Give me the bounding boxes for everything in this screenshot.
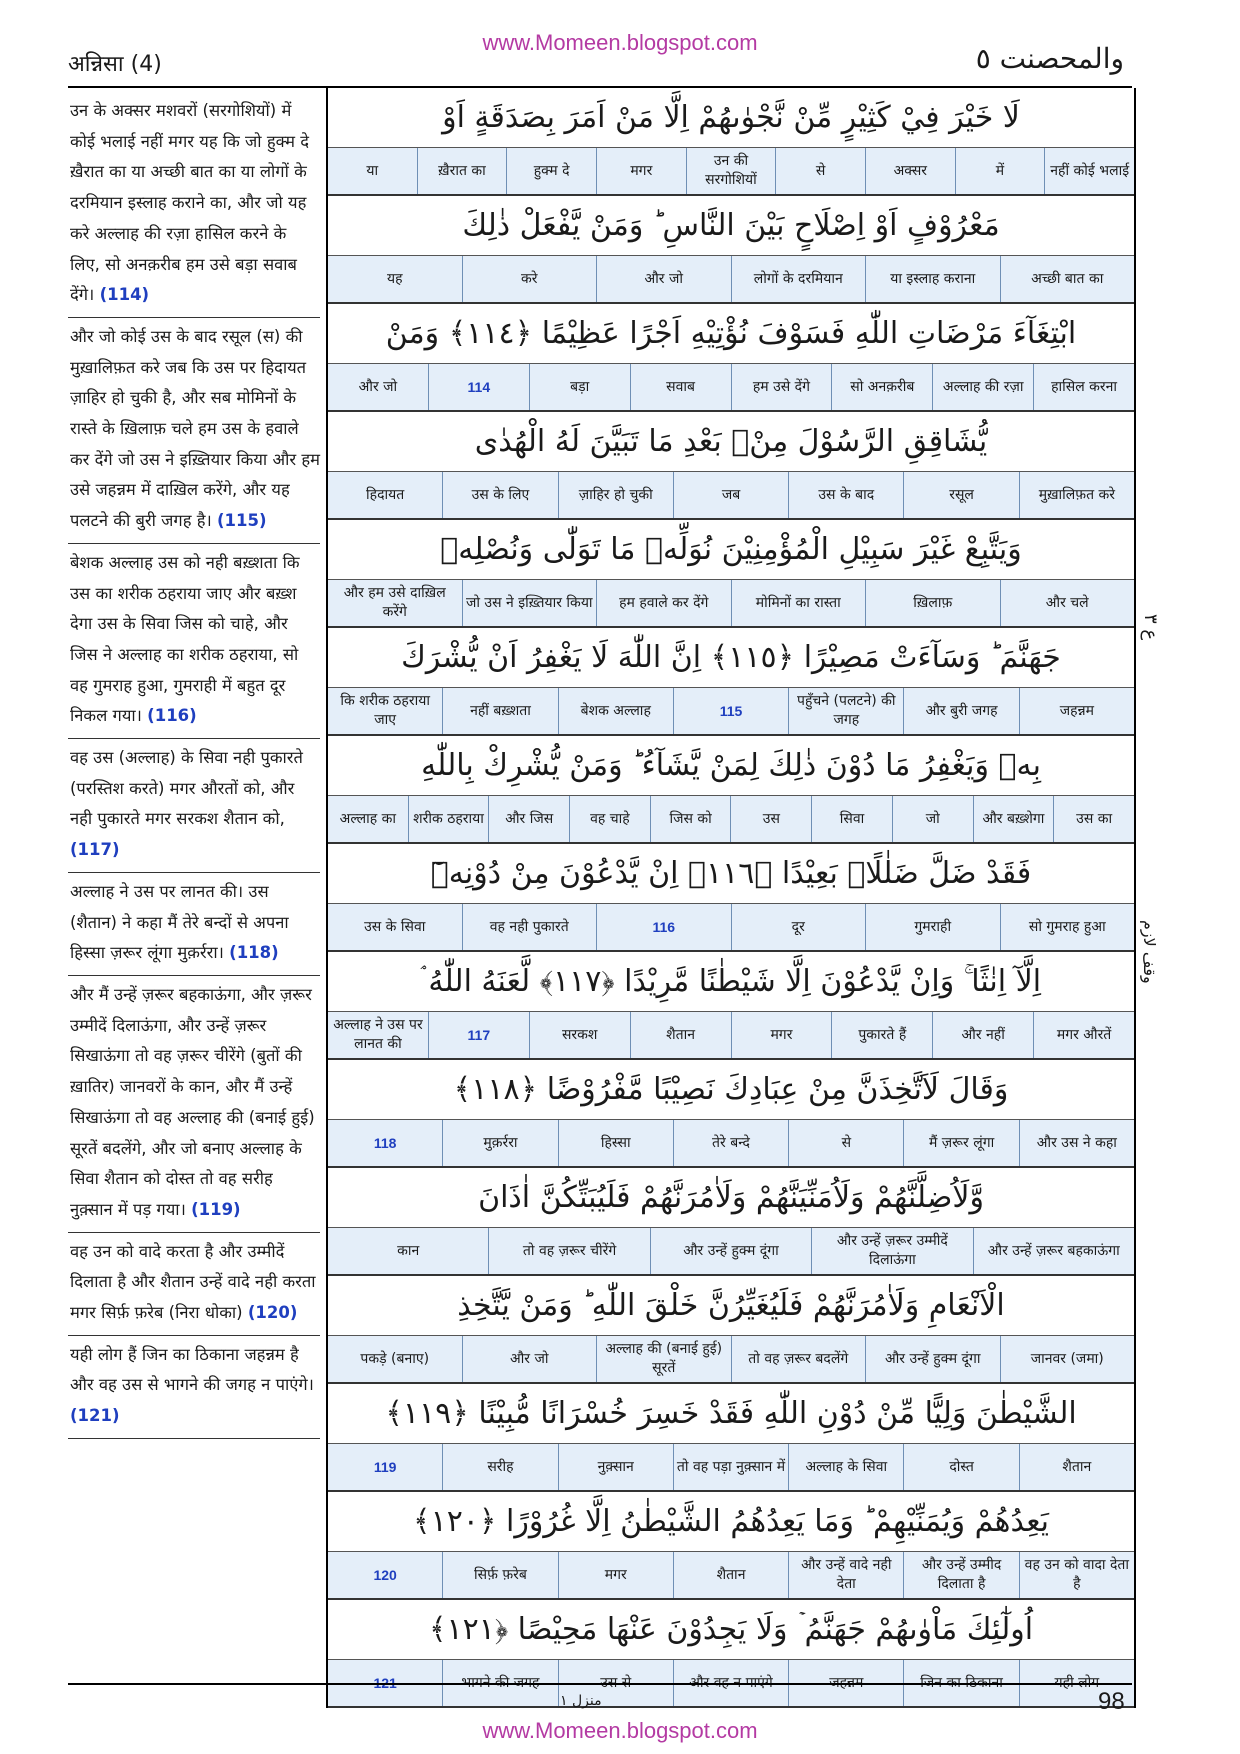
site-url-footer[interactable]: www.Momeen.blogspot.com <box>482 1718 758 1743</box>
word-meaning-cell: सो अनक़रीब <box>831 364 932 410</box>
word-meaning-cell: सवाब <box>630 364 731 410</box>
word-meaning-cell: ज़ाहिर हो चुकी <box>558 472 673 518</box>
word-meaning-cell: उस के बाद <box>788 472 903 518</box>
surah-name-header: अन्निसा (4) <box>68 52 162 77</box>
arabic-verse-line: الْاَنْعَامِ وَلَاٰمُرَنَّهُمْ فَلَيُغَيِّرُنَّ خَلْقَ اللّٰهِ ؕ وَمَنْ يَّتَّخِذِ <box>328 1276 1134 1336</box>
word-meaning-row <box>328 1012 1134 1060</box>
translation-text: उन के अक्सर मशवरों (सरगोशियों) में कोई भलाई नहीं मगर यह कि जो हुक्म दे ख़ैरात का या अच्छी बात का या लोगों के दरमियान इस्लाह कराने का, और जो यह करे अल्लाह की रज़ा हासिल करने के लिए, सो अनक़रीब हम उसे बड़ा सवाब देंगे। <box>70 101 309 305</box>
translation-text: बेशक अल्लाह उस को नही बख़्शता कि उस का शरीक ठहराया जाए और बख़्श देगा उस के सिवा जिस को चाहे, और जिस ने अल्लाह का शरीक ठहराया, सो वह गुमराह हुआ, गुमराही में बहुत दूर निकल गया। <box>70 552 300 726</box>
arabic-verse-line: الشَّيْطٰنَ وَلِيًّا مِّنْ دُوْنِ اللّٰهِ فَقَدْ خَسِرَ خُسْرَانًا مُّبِيْنًا ﴿١١٩﴾ <box>328 1384 1134 1444</box>
translation-paragraph <box>68 739 320 873</box>
word-meaning-cell: 118 <box>373 1134 397 1151</box>
word-meaning-cell: पकड़े (बनाए) <box>360 1350 430 1367</box>
word-meaning-cell: और नहीं <box>932 1012 1033 1058</box>
word-meaning-row <box>328 1120 1134 1168</box>
word-meaning-row <box>328 1552 1134 1600</box>
word-meaning-cell: मगर <box>731 1012 832 1058</box>
verse-number: (117) <box>70 840 120 860</box>
word-meaning-cell: जो <box>892 796 973 842</box>
arabic-verse-line: اِلَّآ اِنٰثًا ۚ وَاِنْ يَّدْعُوْنَ اِلَّا شَيْطٰنًا مَّرِيْدًا ﴿١١٧﴾ لَّعَنَهُ اللّٰهُ ۘ <box>328 952 1134 1012</box>
word-meaning-cell: और उन्हें हुक्म दूंगा <box>865 1336 1000 1382</box>
word-meaning-cell: बड़ा <box>529 364 630 410</box>
word-meaning-cell: पहुँचने (पलटने) की जगह <box>788 688 903 734</box>
word-meaning-cell: सिर्फ़ फ़रेब <box>442 1552 557 1598</box>
word-meaning-cell: तेरे बन्दे <box>673 1120 788 1166</box>
word-meaning-cell: शैतान <box>1019 1444 1134 1490</box>
word-meaning-cell: पुकारते हैं <box>831 1012 932 1058</box>
word-meaning-cell: और जो <box>462 1336 597 1382</box>
word-meaning-row <box>328 256 1134 304</box>
word-meaning-cell: शरीक ठहराया <box>408 796 489 842</box>
word-meaning-cell: नुक़्सान <box>558 1444 673 1490</box>
word-meaning-row <box>328 904 1134 952</box>
word-meaning-cell: अक्सर <box>865 148 955 194</box>
arabic-verse-line: يَعِدُهُمْ وَيُمَنِّيْهِمْ ؕ وَمَا يَعِدُهُمُ الشَّيْطٰنُ اِلَّا غُرُوْرًا ﴿١٢٠﴾ <box>328 1492 1134 1552</box>
arabic-verse-line: ابْتِغَآءَ مَرْضَاتِ اللّٰهِ فَسَوْفَ نُؤْتِيْهِ اَجْرًا عَظِيْمًا ﴿١١٤﴾ وَمَنْ <box>328 304 1134 364</box>
word-meaning-cell: सरीह <box>442 1444 557 1490</box>
word-meaning-cell: कान <box>397 1242 420 1259</box>
word-meaning-cell: नहीं कोई भलाई <box>1044 148 1134 194</box>
verse-number: (114) <box>99 285 150 305</box>
translation-text: अल्लाह ने उस पर लानत की। उस (शैतान) ने कहा मैं तेरे बन्दों से अपना हिस्सा ज़रूर लूंगा मुक़र्ररा। <box>70 881 289 963</box>
word-meaning-cell: गुमराही <box>865 904 1000 950</box>
arabic-verse-line: لَا خَيْرَ فِيْ كَثِيْرٍ مِّنْ نَّجْوٰىهُمْ اِلَّا مَنْ اَمَرَ بِصَدَقَةٍ اَوْ <box>328 88 1134 148</box>
word-meaning-cell: और बुरी जगह <box>903 688 1018 734</box>
word-meaning-cell: बेशक अल्लाह <box>558 688 673 734</box>
word-meaning-cell: या <box>366 162 379 179</box>
manzil-label: منزل ١ <box>560 1693 602 1709</box>
word-meaning-row <box>328 1228 1134 1276</box>
arabic-verse-line: مَعْرُوْفٍ اَوْ اِصْلَاحٍ بَيْنَ النَّاسِ ؕ وَمَنْ يَّفْعَلْ ذٰلِكَ <box>328 196 1134 256</box>
word-meaning-cell: शैतान <box>673 1552 788 1598</box>
word-meaning-cell: ख़िलाफ़ <box>865 580 1000 626</box>
word-meaning-cell: या इस्लाह कराना <box>865 256 1000 302</box>
word-meaning-cell: मगर <box>596 148 686 194</box>
word-meaning-cell: हम उसे देंगे <box>731 364 832 410</box>
word-meaning-cell: और जो <box>596 256 731 302</box>
word-meaning-cell: मुख़ालिफ़त करे <box>1019 472 1134 518</box>
arabic-verse-line: وَّلَاُضِلَّنَّهُمْ وَلَاُمَنِّيَنَّهُمْ وَلَاٰمُرَنَّهُمْ فَلَيُبَتِّكُنَّ اٰذَانَ <box>328 1168 1134 1228</box>
word-meaning-cell: हुक्म दे <box>506 148 596 194</box>
arabic-verse-line: يُّشَاقِقِ الرَّسُوْلَ مِنْۢ بَعْدِ مَا تَبَيَّنَ لَهُ الْهُدٰى <box>328 412 1134 472</box>
word-meaning-row <box>328 1336 1134 1384</box>
word-meaning-cell: और उस ने कहा <box>1019 1120 1134 1166</box>
word-meaning-cell: मैं ज़रूर लूंगा <box>903 1120 1018 1166</box>
word-meaning-cell: उस का <box>1053 796 1134 842</box>
arabic-verse-line: وَقَالَ لَاَتَّخِذَنَّ مِنْ عِبَادِكَ نَصِيْبًا مَّفْرُوْضًا ﴿١١٨﴾ <box>328 1060 1134 1120</box>
juz-name-header: والمحصنت ٥ <box>975 42 1124 75</box>
word-meaning-cell: तो वह ज़रूर चीरेंगे <box>488 1228 649 1274</box>
word-meaning-cell: करे <box>462 256 597 302</box>
word-meaning-cell: सिवा <box>811 796 892 842</box>
word-meaning-cell: हम हवाले कर देंगे <box>596 580 731 626</box>
word-meaning-cell: और जिस <box>488 796 569 842</box>
translation-paragraph <box>68 544 320 739</box>
word-meaning-cell: लोगों के दरमियान <box>731 256 866 302</box>
word-meaning-cell: उस <box>730 796 811 842</box>
translation-paragraph <box>68 318 320 544</box>
word-meaning-cell: उस के सिवा <box>364 918 426 935</box>
word-meaning-cell: सरकश <box>529 1012 630 1058</box>
word-meaning-cell: मुक़र्ररा <box>442 1120 557 1166</box>
word-meaning-row <box>328 1444 1134 1492</box>
word-meaning-cell: तो वह ज़रूर बदलेंगे <box>731 1336 866 1382</box>
word-meaning-cell: 120 <box>373 1566 397 1583</box>
arabic-verse-line: وَيَتَّبِعْ غَيْرَ سَبِيْلِ الْمُؤْمِنِيْنَ نُوَلِّهٖ مَا تَوَلّٰى وَنُصْلِهٖ <box>328 520 1134 580</box>
word-by-word-panel <box>326 88 1136 1708</box>
word-meaning-cell: से <box>788 1120 903 1166</box>
word-meaning-cell: सो गुमराह हुआ <box>1000 904 1135 950</box>
verse-number: (115) <box>216 511 267 531</box>
arabic-verse-line: بِهٖ وَيَغْفِرُ مَا دُوْنَ ذٰلِكَ لِمَنْ يَّشَآءُ ؕ وَمَنْ يُّشْرِكْ بِاللّٰهِ <box>328 736 1134 796</box>
word-meaning-cell: जानवर (जमा) <box>1000 1336 1135 1382</box>
word-meaning-cell: मगर औरतें <box>1033 1012 1134 1058</box>
word-meaning-row <box>328 580 1134 628</box>
word-meaning-cell: जिस को <box>650 796 731 842</box>
word-meaning-cell: जहन्नम <box>1019 688 1134 734</box>
verse-number: (120) <box>247 1303 298 1323</box>
word-meaning-cell: और उन्हें उम्मीद दिलाता है <box>903 1552 1018 1598</box>
verse-number: (121) <box>70 1406 120 1426</box>
word-meaning-cell: और बख़्शेगा <box>973 796 1054 842</box>
word-meaning-cell: उस के लिए <box>442 472 557 518</box>
word-meaning-cell: अल्लाह के सिवा <box>788 1444 903 1490</box>
footer-rule <box>68 1683 1132 1685</box>
word-meaning-cell: हिदायत <box>366 486 405 503</box>
word-meaning-row <box>328 688 1134 736</box>
word-meaning-row <box>328 472 1134 520</box>
translation-text: वह उन को वादे करता है और उम्मीदें दिलाता है और शैतान उन्हें वादे नही करता मगर सिर्फ़ फ़रेब (निरा धोका) <box>70 1241 316 1323</box>
word-meaning-cell: कि शरीक ठहराया जाए <box>340 693 430 728</box>
word-meaning-row <box>328 796 1134 844</box>
verse-number: (118) <box>229 943 279 963</box>
word-meaning-cell: 117 <box>428 1012 529 1058</box>
word-meaning-cell: और उन्हें ज़रूर बहकाऊंगा <box>973 1228 1134 1274</box>
word-meaning-cell: वह उन को वादा देता है <box>1019 1552 1134 1598</box>
translation-text: वह उस (अल्लाह) के सिवा नही पुकारते (परस्तिश करते) मगर औरतों को, और नही पुकारते मगर सरकश शैतान को, <box>70 748 303 829</box>
translation-paragraph <box>68 92 320 318</box>
arabic-verse-line: فَقَدْ ضَلَّ ضَلٰلًاۢ بَعِيْدًا ﴿١١٦﴾ اِنْ يَّدْعُوْنَ مِنْ دُوْنِهٖٓ <box>328 844 1134 904</box>
word-meaning-cell: और चले <box>1000 580 1135 626</box>
verse-number: (119) <box>191 1199 241 1219</box>
translation-paragraph <box>68 873 320 976</box>
word-meaning-cell: तो वह पड़ा नुक़्सान में <box>673 1444 788 1490</box>
word-meaning-cell: अल्लाह का <box>339 810 397 827</box>
site-url-header[interactable]: www.Momeen.blogspot.com <box>482 30 758 55</box>
word-meaning-cell: ख़ैरात का <box>417 148 507 194</box>
translation-paragraph <box>68 1233 320 1336</box>
word-meaning-cell: अच्छी बात का <box>1000 256 1135 302</box>
word-meaning-cell: रसूल <box>903 472 1018 518</box>
word-meaning-cell: दोस्त <box>903 1444 1018 1490</box>
word-meaning-cell: अल्लाह ने उस पर लानत की <box>333 1017 423 1052</box>
word-meaning-row <box>328 148 1134 196</box>
translation-text: यही लोग हैं जिन का ठिकाना जहन्नम है और वह उस से भागने की जगह न पाएंगे। <box>70 1344 314 1395</box>
translation-text: और मैं उन्हें ज़रूर बहकाऊंगा, और ज़रूर उम्मीदें दिलाऊंगा, और उन्हें ज़रूर सिखाऊंगा तो वह ज़रूर चीरेंगे (बुतों की ख़ातिर) जानवरों के कान, और मैं उन्हें सिखाऊंगा तो वह अल्लाह की (बनाई हुई) सूरतें बदलेंगे, और जो बनाए अल्लाह के सिवा शैतान को दोस्त तो वह सरीह नुक़्सान में पड़ गया। <box>70 984 315 1219</box>
word-meaning-cell: हिस्सा <box>558 1120 673 1166</box>
word-meaning-cell: शैतान <box>630 1012 731 1058</box>
word-meaning-cell: यह <box>386 270 403 287</box>
word-meaning-row <box>328 364 1134 412</box>
word-meaning-cell: मोमिनों का रास्ता <box>731 580 866 626</box>
word-meaning-cell: मगर <box>558 1552 673 1598</box>
word-meaning-cell: वह चाहे <box>569 796 650 842</box>
word-meaning-cell: में <box>955 148 1045 194</box>
arabic-verse-line: اُولٰٓئِكَ مَاْوٰىهُمْ جَهَنَّمُ ۡ وَلَا يَجِدُوْنَ عَنْهَا مَحِيْصًا ﴿١٢١﴾ <box>328 1600 1134 1660</box>
translation-paragraph <box>68 1336 320 1439</box>
word-meaning-cell: वह नही पुकारते <box>462 904 597 950</box>
word-meaning-cell: 115 <box>673 688 788 734</box>
translation-column <box>68 92 320 1439</box>
translation-paragraph <box>68 976 320 1233</box>
waqf-marker: وقف لازم <box>1140 920 1159 984</box>
word-meaning-cell: अल्लाह की (बनाई हुई) सूरतें <box>596 1336 731 1382</box>
word-meaning-cell: और जो <box>358 378 398 395</box>
word-meaning-cell: और उन्हें वादे नही देता <box>788 1552 903 1598</box>
word-meaning-cell: और उन्हें हुक्म दूंगा <box>650 1228 811 1274</box>
verse-number: (116) <box>147 706 197 726</box>
translation-text: और जो कोई उस के बाद रसूल (स) की मुख़ालिफ़त करे जब कि उस पर हिदायत ज़ाहिर हो चुकी है, और सब मोमिनों के रास्ते के ख़िलाफ़ चले हम उस के हवाले कर देंगे जो उस ने इख़्तियार किया और हम उसे जहन्नम में दाख़िल करेंगे, और यह पलटने की बुरी जगह है। <box>70 326 320 531</box>
word-meaning-cell: अल्लाह की रज़ा <box>932 364 1033 410</box>
word-meaning-cell: 119 <box>373 1458 397 1475</box>
word-meaning-cell: हासिल करना <box>1033 364 1134 410</box>
word-meaning-cell: और उन्हें ज़रूर उम्मीदें दिलाऊंगा <box>811 1228 972 1274</box>
word-meaning-cell: 116 <box>596 904 731 950</box>
page-number: 98 <box>1098 1688 1125 1715</box>
word-meaning-cell: 114 <box>428 364 529 410</box>
ruku-marker: ع ٣ <box>1140 614 1161 641</box>
word-meaning-cell: से <box>775 148 865 194</box>
word-meaning-cell: जब <box>673 472 788 518</box>
word-meaning-cell: और हम उसे दाख़िल करेंगे <box>343 585 446 620</box>
word-meaning-cell: उन की सरगोशियों <box>686 148 776 194</box>
arabic-verse-line: جَهَنَّمَ ؕ وَسَآءَتْ مَصِيْرًا ﴿١١٥﴾ اِنَّ اللّٰهَ لَا يَغْفِرُ اَنْ يُّشْرَكَ <box>328 628 1134 688</box>
word-meaning-cell: जो उस ने इख़्तियार किया <box>462 580 597 626</box>
word-meaning-cell: नहीं बख़्शता <box>442 688 557 734</box>
word-meaning-cell: दूर <box>731 904 866 950</box>
